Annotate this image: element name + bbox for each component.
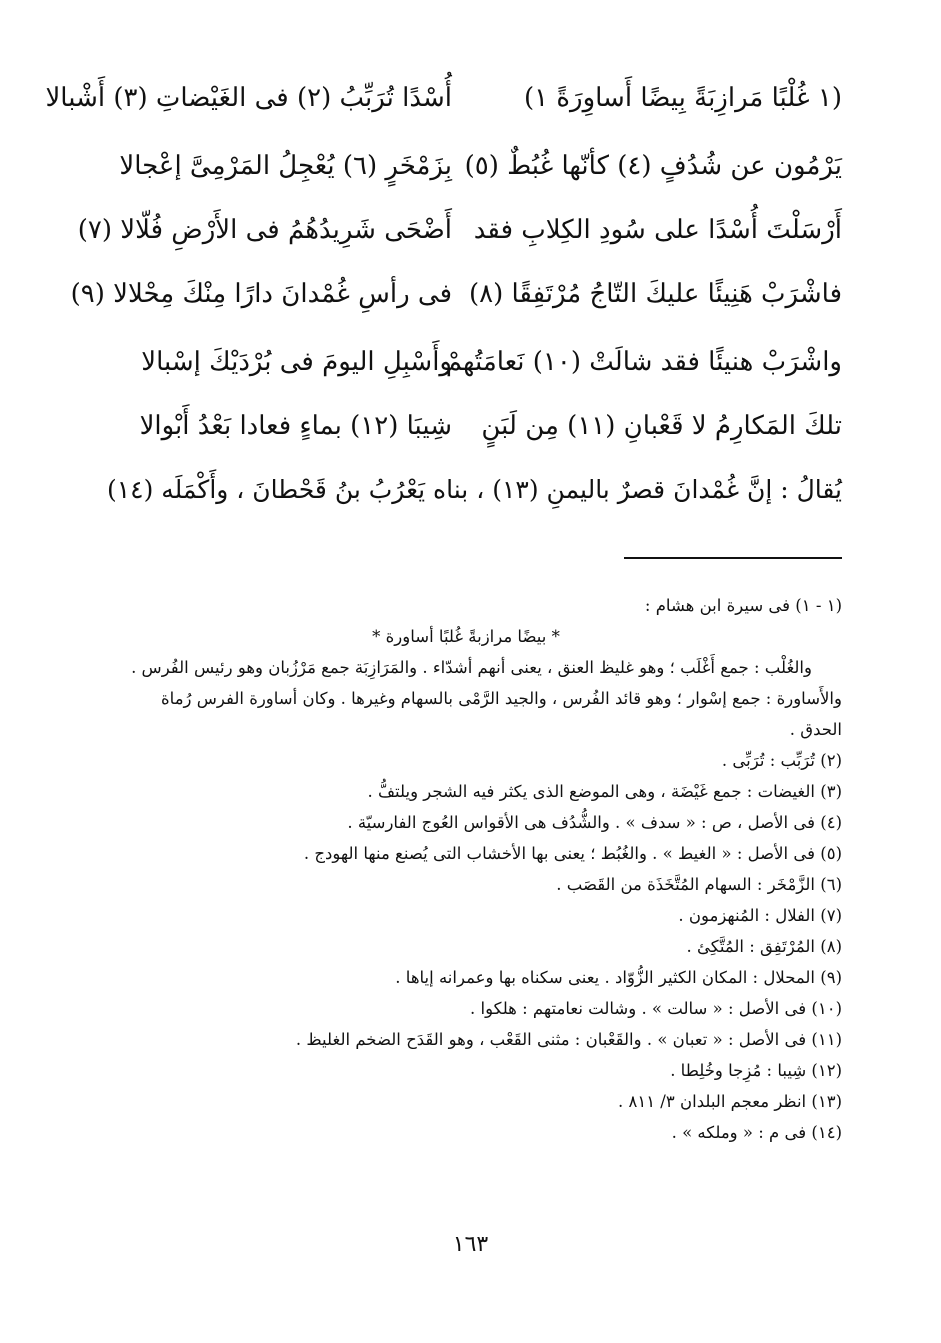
footnote-item: (٣) الغيضات : جمع غَيْضَة ، وهى الموضع الذى يكثر فيه الشجر ويلتفُّ . [367, 782, 842, 801]
footnote-item: (٦) الزَّمْخَر : السهام المُتَّخَذَة من القَصَب . [556, 875, 842, 894]
footnote-item: (١٢) شِيبا : مُزِجا وخُلِطا . [670, 1061, 842, 1080]
verse-line [70, 274, 842, 314]
footnote-item: (٩) المحلال : المكان الكثير الزُّوّاد . يعنى سكناه بها وعمرانه إياها . [395, 968, 842, 987]
footnote-1-heading: (١ - ١) فى سيرة ابن هشام : [644, 596, 842, 615]
page-number: ١٦٣ [452, 1232, 489, 1257]
verse-first-hemistich: أَرْسَلْتَ أُسْدًا على سُودِ الكِلابِ فقد [473, 215, 842, 245]
footnote-item: (٤) فى الأصل ، ص : « سدف » . والشُّدُف هى الأقواس العُوج الفارسيّة . [347, 813, 842, 832]
verse-line [130, 342, 842, 382]
footnote-item: (١١) فى الأصل : « تعبان » . والقَعْبان : مثنى القَعْب ، وهو القَدَح الضخم الغليظ . [295, 1030, 842, 1049]
verse-first-hemistich: يَرْمُون عن شُدُفٍ (٤) كأنّها غُبُطٌ (٥) [464, 151, 842, 181]
verse-line [45, 78, 842, 118]
verse-second-hemistich: أُسْدًا تُرَبِّبُ (٢) فى الغَيْضاتِ (٣) أَشْبالا [45, 83, 452, 113]
verse-line [77, 210, 842, 250]
footnote-item: (٧) الفلال : المُنهزمون . [678, 906, 842, 925]
verse-first-hemistich: تلكَ المَكارِمُ لا قَعْبانِ (١١) مِن لَبَنٍ [481, 411, 842, 441]
footnote-separator [624, 557, 842, 559]
verse-second-hemistich: شِيبَا (١٢) بماءٍ فعادا بَعْدُ أَبْوالا [139, 411, 452, 441]
verse-second-hemistich: فى رأسِ غُمْدانَ دارًا مِنْكَ مِحْلالا (٩) [70, 279, 452, 309]
footnote-item: (٥) فى الأصل : « الغيط » . والغُبُط ؛ يعنى بها الأخشاب التى يُصنع منها الهودج . [303, 844, 842, 863]
footnote-1-body: والغُلْب : جمع أَغْلَب ؛ وهو غليظ العنق ، يعنى أنهم أشدّاء . والمَرَازِبَة جمع مَرْزُبان وهو رئيس الفُرس . والأَساورة : جمع إسْوار ؛ وهو قائد الفُرس ، والجيد الرَّمْى بالسهام وغيرها . وكان أساورة الفرس رُماة الحدق . [131, 658, 842, 739]
verse-second-hemistich: أَضْحَى شَرِيدُهُمُ فى الأَرْضِ فُلّالا (٧) [77, 215, 452, 245]
footnote-item: (٢) تُرَبِّب : تُرَبِّى . [721, 751, 842, 770]
footnote-item: (١٠) فى الأصل : « سالت » . وشالت نعامتهم : هلكوا . [470, 999, 842, 1018]
footnote-item: (١٣) انظر معجم البلدان ٣/ ٨١١ . [617, 1092, 842, 1111]
verse-line [119, 146, 842, 186]
verse-second-hemistich: بِزَمْخَرٍ (٦) يُعْجِلُ المَرْمِىَّ إعْجالا [119, 151, 452, 181]
verse-second-hemistich: وأَسْبِلِ اليومَ فى بُرْدَيْكَ إسْبالا [141, 347, 452, 377]
footnote-item: (٨) المُرْتَفِق : المُتَّكِئ . [686, 937, 842, 956]
footnote-item: (١٤) فى م : « وملكه » . [671, 1123, 842, 1142]
verse-first-hemistich: (١ غُلْبًا مَرازِبَةً بِيضًا أَساوِرَةً ١) [524, 83, 842, 113]
verse-first-hemistich: فاشْرَبْ هَنِيئًا عليكَ التّاجُ مُرْتَفِقًا (٨) [468, 279, 842, 309]
prose-line: يُقالُ : إنَّ غُمْدانَ قصرٌ باليمنِ (١٣) ، بناه يَعْرُبُ بنُ قَحْطانَ ، وأَكْمَلَه (١٤) [106, 475, 842, 504]
verse-line [130, 406, 842, 446]
footnote-1-quote: * بيضًا مرازبةً غُلبًا أساورة * [372, 627, 560, 646]
footnotes [130, 590, 842, 1148]
verse-first-hemistich: واشْرَبْ هنيئًا فقد شالَتْ (١٠) نَعامَتُهمْ [445, 347, 842, 377]
